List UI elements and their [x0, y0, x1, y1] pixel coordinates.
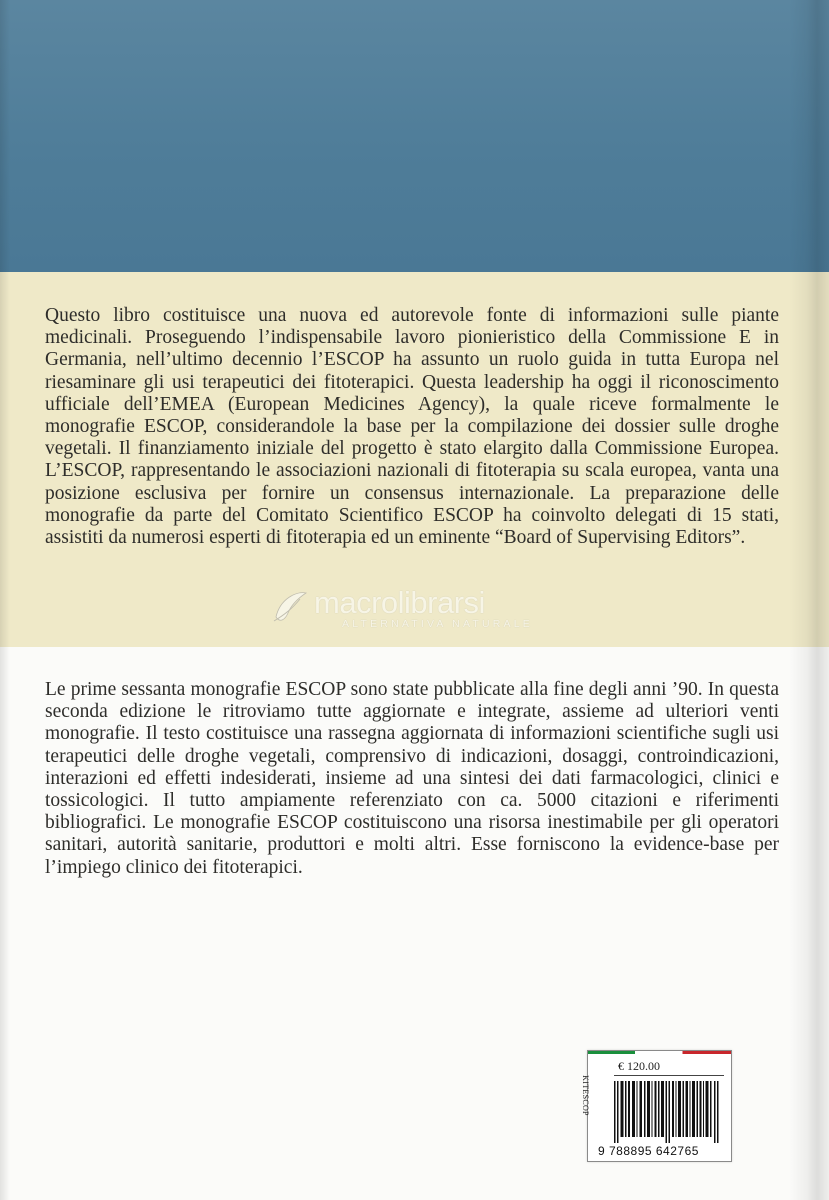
price-text: € 120.00	[618, 1059, 660, 1073]
price-sticker	[580, 1050, 732, 1162]
watermark	[270, 585, 570, 635]
price-box	[614, 1059, 724, 1076]
blurb-paragraph-1: Questo libro costituisce una nuova ed autorevole fonte di informazioni sulle piante medicinali. Proseguendo l’indispensabile lavoro pionieristico della Commissione E in Germania, nell’ultimo decennio l’ESCOP ha assunto un ruolo guida in tutta Europa nel riesaminare gli usi terapeutici dei fitoterapici. Questa leadership ha oggi il riconoscimento ufficiale dell’EMEA (European Medicines Agency), la quale riceve formalmente le monografie ESCOP, considerandole la base per la compilazione dei dossier sulle droghe vegetali. Il finanziamento iniziale del progetto è stato elargito dalla Commissione Europea. L’ESCOP, rappresentando le associazioni nazionali di fitoterapia su scala europea, vanta una posizione esclusiva per fornire un consensus internazionale. La preparazione delle monografie da parte del Comitato Scientifico ESCOP ha coinvolto delegati di 15 stati, assistiti da numerosi esperti di fitoterapia ed un eminente “Board of Supervising Editors”.	[45, 305, 779, 549]
top-blue-band	[0, 0, 829, 272]
barcode	[614, 1081, 722, 1143]
isbn-number: 9 788895 642765	[598, 1144, 699, 1158]
watermark-name: macrolibrarsi	[314, 585, 485, 620]
leaf-swirl-icon	[270, 587, 310, 627]
watermark-tagline: ALTERNATIVA NATURALE	[342, 618, 533, 630]
product-code: KITESCOP	[580, 1075, 590, 1116]
flag-strip	[588, 1051, 731, 1054]
blurb-paragraph-2: Le prime sessanta monografie ESCOP sono state pubblicate alla fine degli anni ’90. In questa seconda edizione le ritroviamo tutte aggiornate e integrate, assieme ad ulteriori venti monografie. Il testo costituisce una rassegna aggiornata di informazioni scientifiche sugli usi terapeutici delle droghe vegetali, comprensivo di indicazioni, dosaggi, controindicazioni, interazioni ed effetti indesiderati, insieme ad una sintesi dei dati farmacologici, clinici e tossicologici. Il tutto ampiamente referenziato con ca. 5000 citazioni e riferimenti bibliografici. Le monografie ESCOP costituiscono una risorsa inestimabile per gli operatori sanitari, autorità sanitarie, produttori e molti altri. Esse forniscono la evidence-base per l’impiego clinico dei fitoterapici.	[45, 679, 779, 878]
